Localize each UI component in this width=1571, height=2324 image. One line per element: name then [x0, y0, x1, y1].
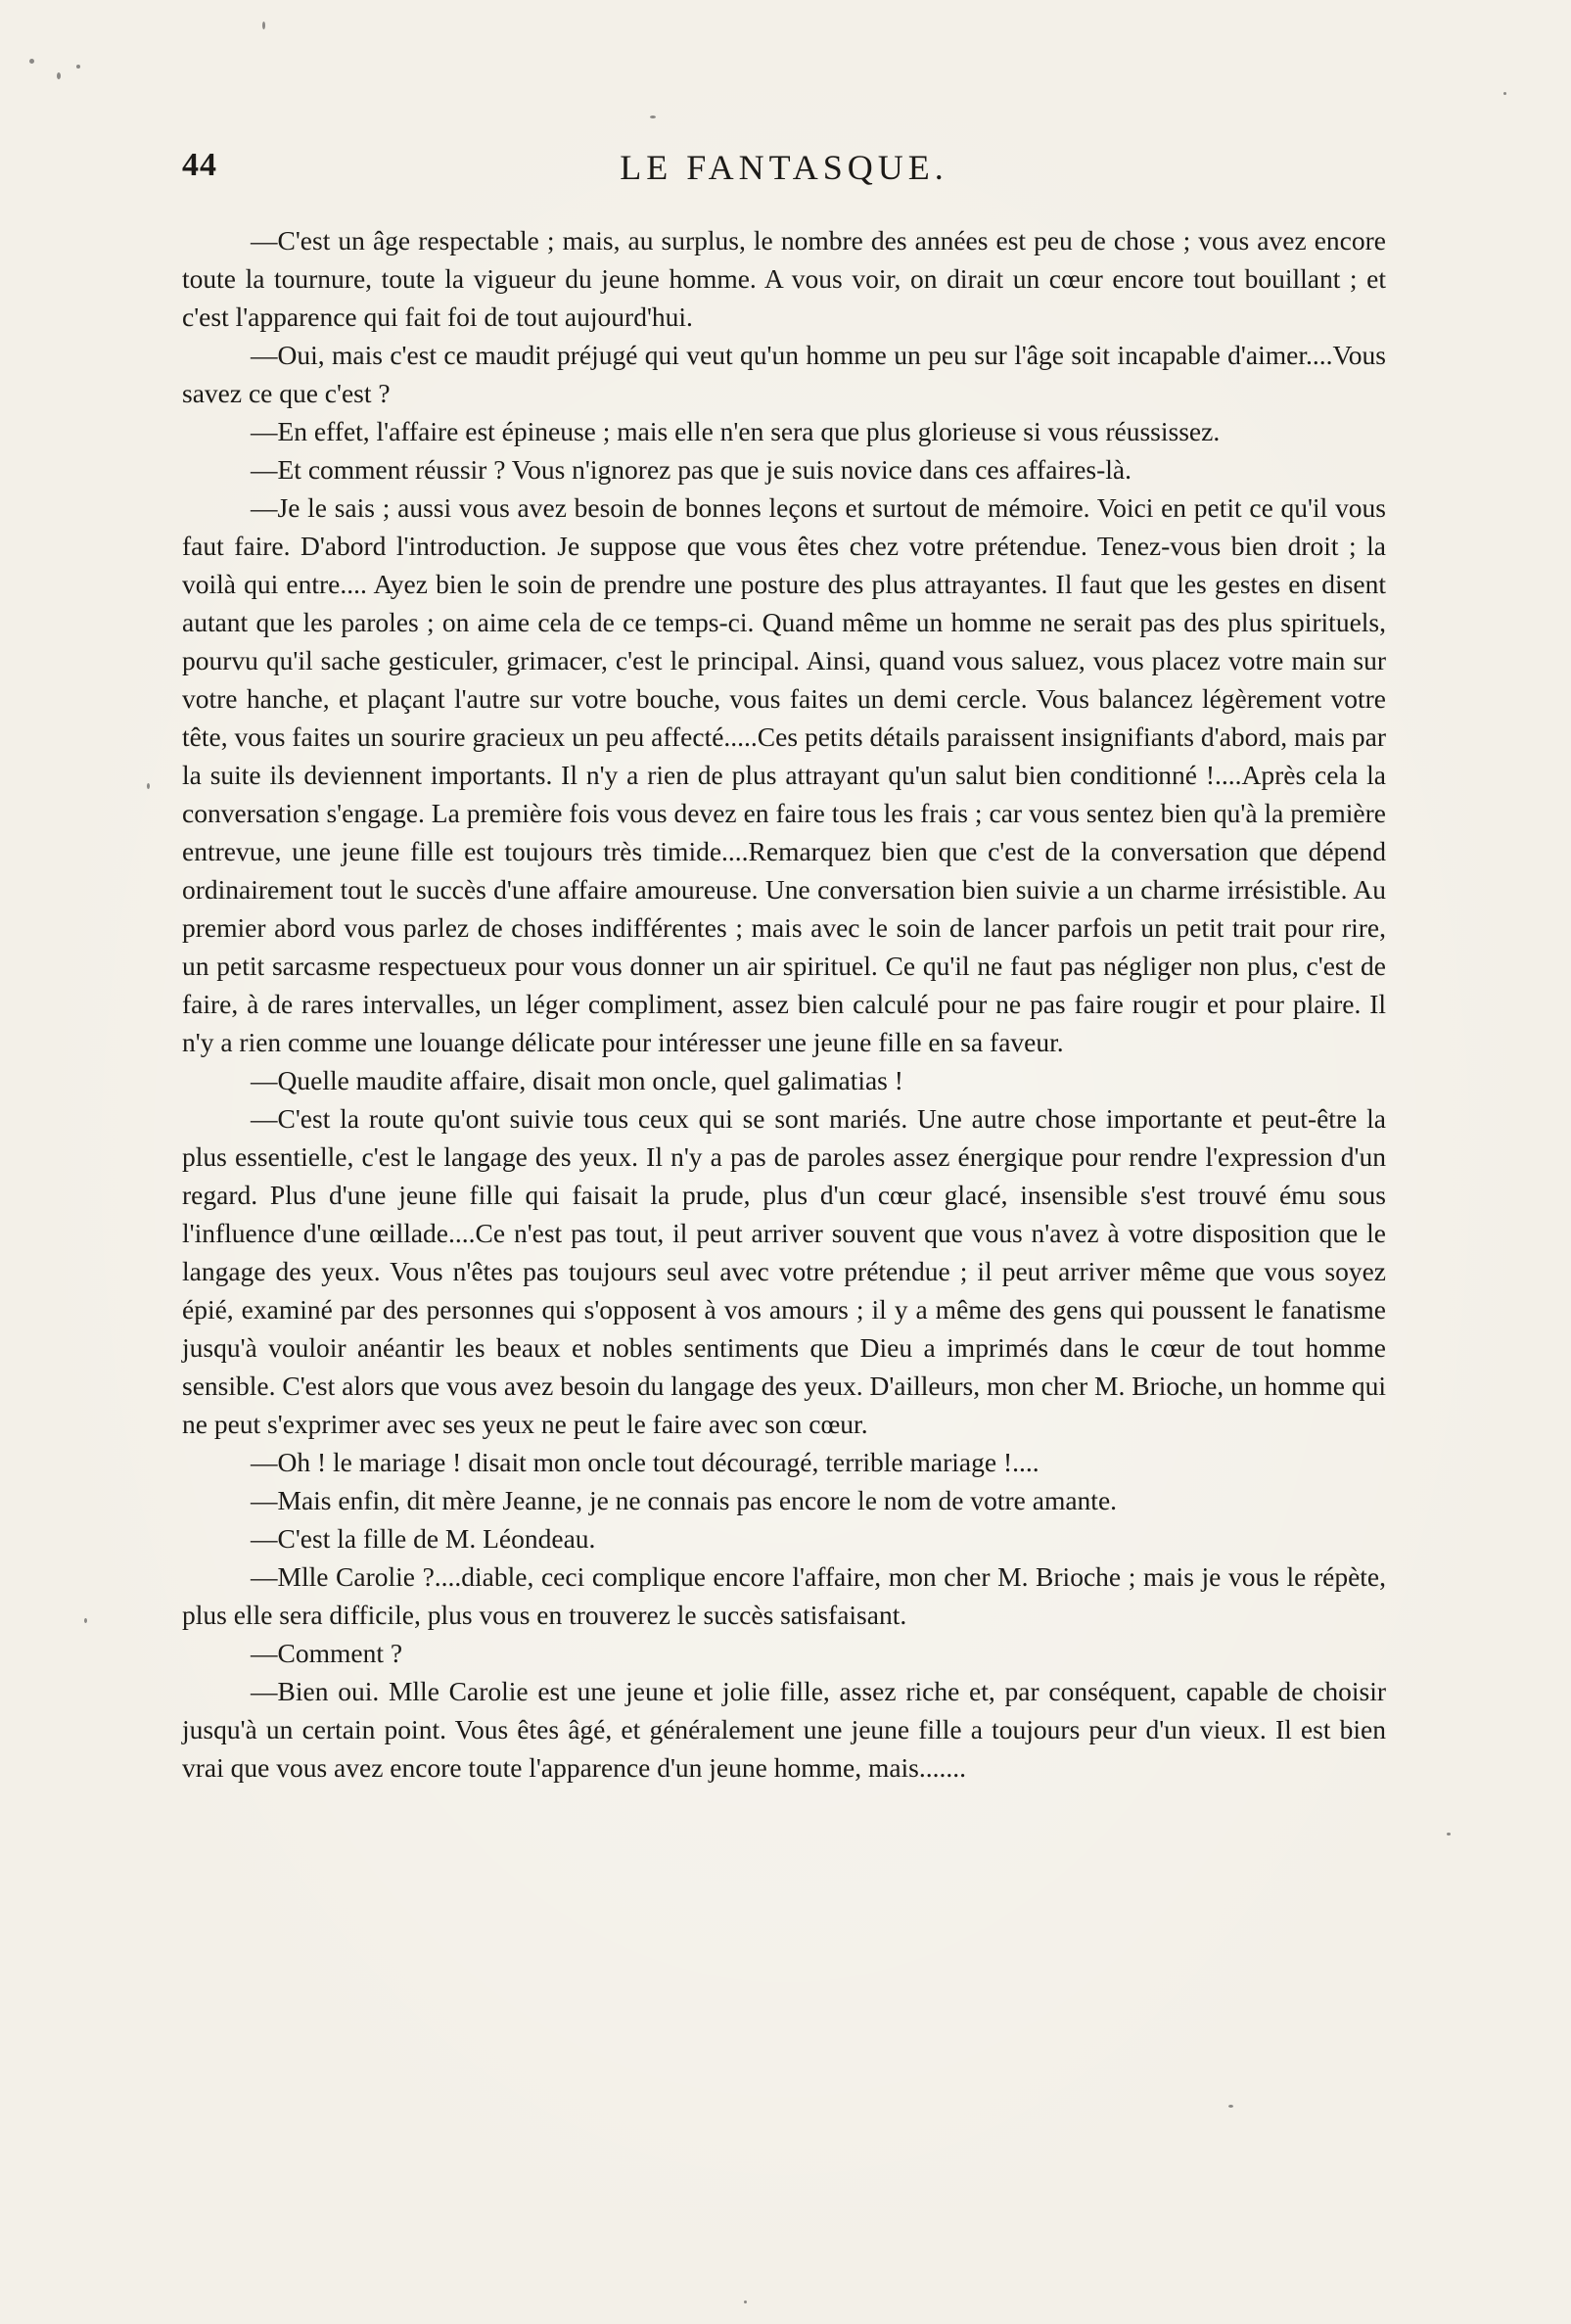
scan-speck: [262, 22, 265, 29]
paragraph: —C'est la route qu'ont suivie tous ceux qui se sont mariés. Une autre chose importante et peut-être la plus essentielle, c'est le langage des yeux. Il n'y a pas de paroles assez énergique pour rendre l'expression d'un regard. Plus d'une jeune fille qui faisait la prude, plus d'un cœur glacé, insensible s'est trouvé ému sous l'influence d'une œillade....Ce n'est pas tout, il peut arriver souvent que vous n'avez à votre disposition que le langage des yeux. Vous n'êtes pas toujours seul avec votre prétendue ; il peut arriver même que vous soyez épié, examiné par des personnes qui s'opposent à vos amours ; il y a même des gens qui poussent le fanatisme jusqu'à vouloir anéantir les beaux et nobles sentiments que Dieu a imprimés dans le cœur de tout homme sensible. C'est alors que vous avez besoin du langage des yeux. D'ailleurs, mon cher M. Brioche, un homme qui ne peut s'exprimer avec ses yeux ne peut le faire avec son cœur.: [182, 1103, 1386, 1439]
scan-speck: [29, 59, 34, 64]
running-title: LE FANTASQUE.: [620, 148, 948, 187]
paragraph: —Bien oui. Mlle Carolie est une jeune et jolie fille, assez riche et, par conséquent, capable de choisir jusqu'à un certain point. Vous êtes âgé, et généralement une jeune fille a toujours peur d'un vieux. Il est bien vrai que vous avez encore toute l'apparence d'un jeune homme, mais.......: [182, 1676, 1386, 1783]
scan-speck: [84, 1618, 87, 1623]
page-number: 44: [182, 147, 217, 183]
scan-speck: [57, 72, 61, 79]
scan-speck: [1228, 2105, 1233, 2108]
paragraph: —Oh ! le mariage ! disait mon oncle tout découragé, terrible mariage !....: [251, 1447, 1040, 1477]
paragraph: —Et comment réussir ? Vous n'ignorez pas que je suis novice dans ces affaires-là.: [251, 454, 1132, 485]
scan-speck: [1503, 92, 1506, 95]
paragraph: —C'est un âge respectable ; mais, au surplus, le nombre des années est peu de chose ; vous avez encore toute la tournure, toute la vigueur du jeune homme. A vous voir, on dirait un cœur encore tout bouillant ; et c'est l'apparence qui fait foi de tout aujourd'hui.: [182, 225, 1386, 332]
paragraph: —C'est la fille de M. Léondeau.: [251, 1523, 596, 1554]
scan-speck: [744, 2301, 747, 2303]
paragraph: —Mais enfin, dit mère Jeanne, je ne connais pas encore le nom de votre amante.: [251, 1485, 1118, 1515]
paragraph: —Oui, mais c'est ce maudit préjugé qui veut qu'un homme un peu sur l'âge soit incapable d'aimer....Vous savez ce que c'est ?: [182, 340, 1386, 408]
scan-speck: [1447, 1833, 1451, 1836]
scan-speck: [147, 783, 150, 789]
paragraph: —En effet, l'affaire est épineuse ; mais elle n'en sera que plus glorieuse si vous réussissez.: [251, 416, 1221, 446]
page-header: [182, 147, 1386, 196]
paragraph: —Je le sais ; aussi vous avez besoin de bonnes leçons et surtout de mémoire. Voici en petit ce qu'il vous faut faire. D'abord l'introduction. Je suppose que vous êtes chez votre prétendue. Tenez-vous bien droit ; la voilà qui entre.... Ayez bien le soin de prendre une posture des plus attrayantes. Il faut que les gestes en disent autant que les paroles ; on aime cela de ce temps-ci. Quand même un homme ne serait pas des plus spirituels, pourvu qu'il sache gesticuler, grimacer, c'est le principal. Ainsi, quand vous saluez, vous placez votre main sur votre hanche, et plaçant l'autre sur votre bouche, vous faites un demi cercle. Vous balancez légèrement votre tête, vous faites un sourire gracieux un peu affecté.....Ces petits détails paraissent insignifiants d'abord, mais par la suite ils deviennent importants. Il n'y a rien de plus attrayant qu'un salut bien conditionné !....Après cela la conversation s'engage. La première fois vous devez en faire tous les frais ; car vous sentez bien qu'à la première entrevue, une jeune fille est toujours très timide....Remarquez bien que c'est de la conversation que dépend ordinairement tout le succès d'une affaire amoureuse. Une conversation bien suivie a un charme irrésistible. Au premier abord vous parlez de choses indifférentes ; mais avec le soin de lancer parfois un petit trait pour rire, un petit sarcasme respectueux pour vous donner un air spirituel. Ce qu'il ne faut pas négliger non plus, c'est de faire, à de rares intervalles, un léger compliment, assez bien calculé pour ne pas faire rougir et pour plaire. Il n'y a rien comme une louange délicate pour intéresser une jeune fille en sa faveur.: [182, 492, 1386, 1057]
scan-speck: [650, 116, 656, 118]
paragraph: —Comment ?: [251, 1638, 403, 1668]
body-text: [182, 221, 1386, 1787]
scan-speck: [76, 65, 80, 69]
paragraph: —Mlle Carolie ?....diable, ceci complique encore l'affaire, mon cher M. Brioche ; mais je vous le répète, plus elle sera difficile, plus vous en trouverez le succès satisfaisant.: [182, 1561, 1386, 1630]
paragraph: —Quelle maudite affaire, disait mon oncle, quel galimatias !: [251, 1065, 903, 1095]
